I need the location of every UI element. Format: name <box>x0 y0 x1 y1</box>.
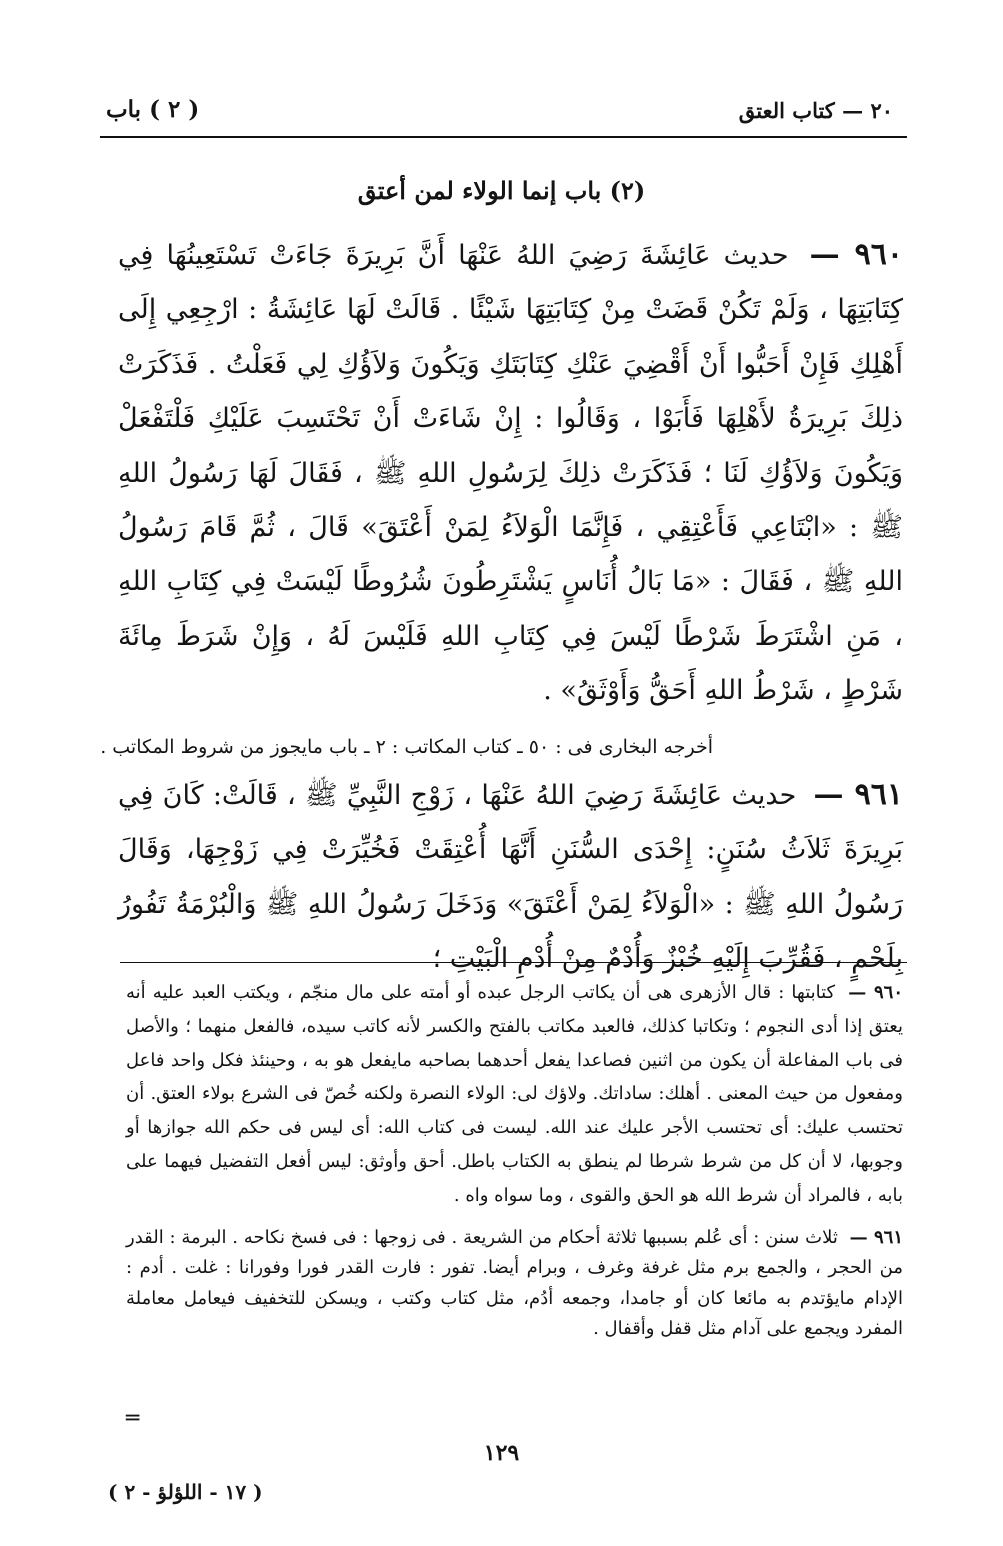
hadith-961 <box>118 768 903 987</box>
footnote-961-text: ثلاث سنن : أى عُلم بسببها ثلاثة أحكام من الشريعة . فى زوجها : فى فسخ نكاحه . البرمة : القدر من الحجر ، والجمع برم مثل غرفة وغرف ، وبرام أيضا. تفور : فارت القدر فورا وفورانا : غلت . أدم : الإدام مايؤتدم به مائعا كان أو جامدا، وجمعه أدُم، مثل كتاب وكتب ، ويسكن للتخفيف فيعامل معاملة المفرد ويجمع على آدام مثل قفل وأقفال . <box>126 1226 903 1340</box>
header-divider <box>100 136 907 138</box>
hadith-960-number: ٩٦٠ — <box>809 237 903 272</box>
footnote-961 <box>126 1223 903 1345</box>
hadith-960 <box>118 228 903 719</box>
footnote-960-number: ٩٦٠ — <box>848 982 903 1003</box>
footnote-961-number: ٩٦١ — <box>849 1226 903 1248</box>
hadith-960-text: حديث عَائِشَةَ رَضِيَ اللهُ عَنْهَا أَنَّ بَرِيرَةَ جَاءَتْ تَسْتَعِينُهَا فِي كِتَابَتِهَا ، وَلَمْ تَكُنْ قَضَتْ مِنْ كِتَابَتِهَا شَيْئًا . قَالَتْ لَهَا عَائِشَةُ : ارْجِعِي إِلَى أَهْلِكِ فَإِنْ أَحَبُّوا أَنْ أَقْضِيَ عَنْكِ كِتَابَتَكِ وَيَكُونَ وَلاَؤُكِ لِي فَعَلْتُ . فَذَكَرَتْ ذلِكَ بَرِيرَةُ لأَهْلِهَا فَأَبَوْا ، وَقَالُوا : إِنْ شَاءَتْ أَنْ تَحْتَسِبَ عَلَيْكِ فَلْتَفْعَلْ وَيَكُونَ وَلاَؤُكِ لَنَا ؛ فَذَكَرَتْ ذلِكَ لِرَسُولِ اللهِ ﷺ ، فَقَالَ لَهَا رَسُولُ اللهِ ﷺ : «ابْتَاعِي فَأَعْتِقِي ، فَإِنَّمَا الْوَلاَءُ لِمَنْ أَعْتَقَ» قَالَ ، ثُمَّ قَامَ رَسُولُ اللهِ ﷺ ، فَقَالَ : «مَا بَالُ أُنَاسٍ يَشْتَرِطُونَ شُرُوطًا لَيْسَتْ فِي كِتَابِ اللهِ ، مَنِ اشْتَرَطَ شَرْطًا لَيْسَ فِي كِتَابِ اللهِ فَلَيْسَ لَهُ ، وَإِنْ شَرَطَ مِائَةَ شَرْطٍ ، شَرْطُ اللهِ أَحَقُّ وَأَوْثَقُ» . <box>118 240 903 707</box>
hadith-961-number: ٩٦١ — <box>813 777 903 812</box>
printer-signature: ( ١٧ - اللؤلؤ - ٢ ) <box>108 1480 263 1504</box>
section-end-mark: ═ <box>126 1406 140 1431</box>
chapter-title: (٢) باب إنما الولاء لمن أعتق <box>357 176 646 205</box>
takhrij-960: أخرجه البخارى فى : ٥٠ ـ كتاب المكاتب : ٢ ـ باب مايجوز من شروط المكاتب . <box>100 736 713 758</box>
footnote-960 <box>126 976 903 1213</box>
hadith-961-text: حديث عَائِشَةَ رَضِيَ اللهُ عَنْهَا ، زَوْجِ النَّبِيِّ ﷺ ، قَالَتْ: كَانَ فِي بَرِيرَةَ ثَلاَثُ سُنَنٍ: إِحْدَى السُّنَنِ أَنَّهَا أُعْتِقَتْ فَخُيِّرَتْ فِي زَوْجِهَا، وَقَالَ رَسُولُ اللهِ ﷺ : «الْوَلاَءُ لِمَنْ أَعْتَقَ» وَدَخَلَ رَسُولُ اللهِ ﷺ وَالْبُرْمَةُ تَفُورُ بِلَحْمٍ ، فَقُرِّبَ إِلَيْهِ خُبْزٌ وَأُدْمٌ مِنْ أُدْمِ الْبَيْتِ ؛ <box>118 780 903 975</box>
page-number: ١٢٩ <box>483 1440 520 1466</box>
running-header <box>100 96 903 136</box>
header-book-title: ٢٠ — كتاب العتق <box>738 98 893 123</box>
footnote-divider <box>120 962 907 963</box>
header-chapter-ref: ( ٢ ) باب <box>106 96 200 123</box>
footnotes <box>126 976 903 1345</box>
footnote-960-text: كتابتها : قال الأزهرى هى أن يكاتب الرجل عبده أو أمته على مال منجّم ، ويكتب العبد عليه أنه يعتق إذا أدى النجوم ؛ وتكاتبا كذلك، فالعبد مكاتب بالفتح والكسر لأنه كاتب سيده، فالفعل منهما ؛ والأصل فى باب المفاعلة أن يكون من اثنين فصاعدا يفعل أحدهما بصاحبه مايفعل هو به ، وحينئذ فكل واحد فاعل ومفعول من حيث المعنى . أهلك: ساداتك. ولاؤك لى: الولاء النصرة ولكنه خُصّ فى الشرع بولاء العتق. أن تحتسب عليك: أى تحتسب الأجر عليك عند الله. ليست فى كتاب الله: أى ليس فى حكم الله جوازها أو وجوبها، لا أن كل من شرط شرطا لم ينطق به الكتاب باطل. أحق وأوثق: ليس أفعل التفضيل فيهما على بابه ، فالمراد أن شرط الله هو الحق والقوى ، وما سواه واه . <box>126 982 903 1206</box>
